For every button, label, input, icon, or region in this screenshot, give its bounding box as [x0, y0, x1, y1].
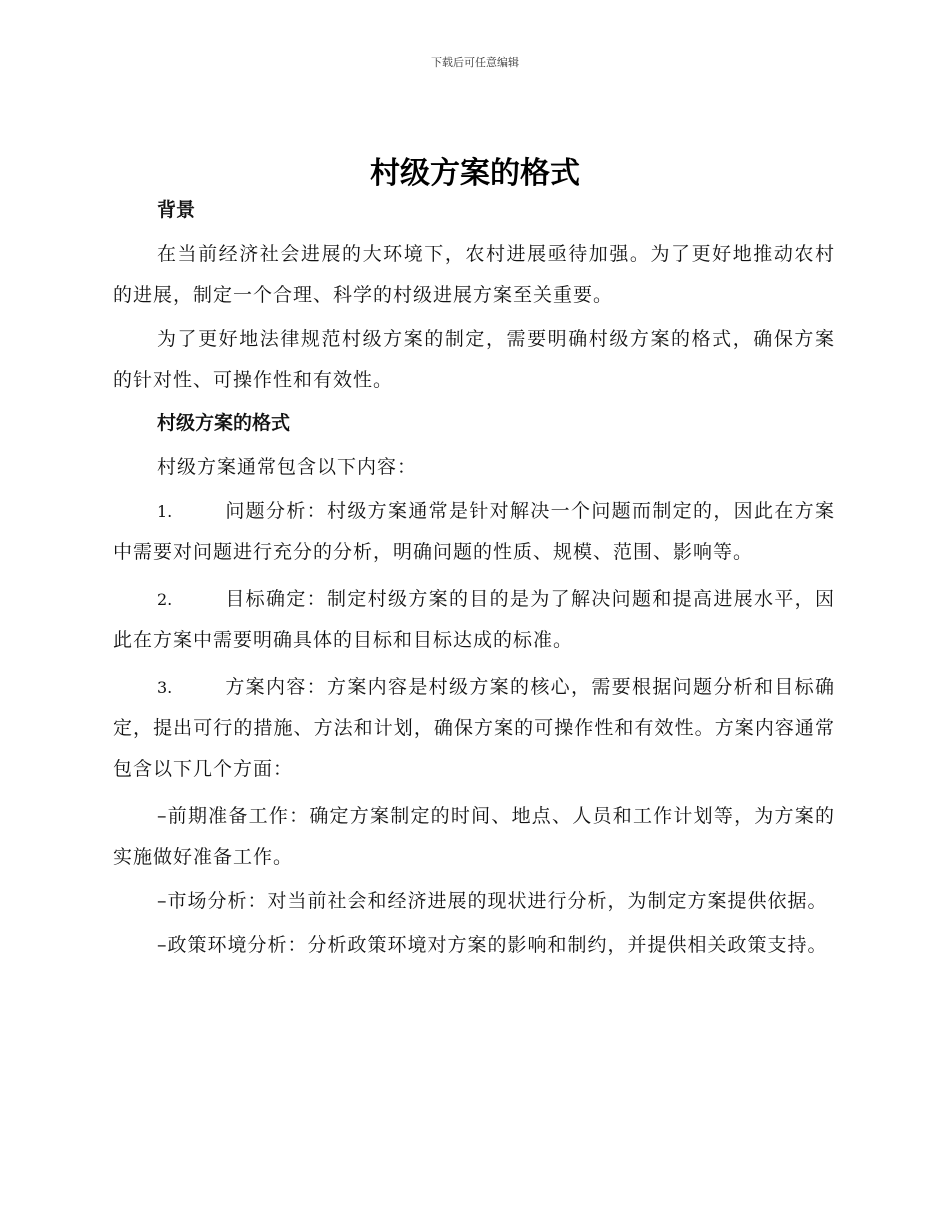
list-item	[113, 667, 835, 790]
list-item-number: 3.	[157, 678, 173, 697]
section-heading-format: 村级方案的格式	[157, 412, 291, 434]
list-item-text: 问题分析：村级方案通常是针对解决一个问题而制定的，因此在方案中需要对问题进行充分的分析，明确问题的性质、规模、范围、影响等。	[113, 500, 835, 563]
list-item	[113, 579, 835, 661]
page-title: 村级方案的格式	[370, 156, 580, 191]
sub-item: –市场分析：对当前社会和经济进展的现状进行分析，为制定方案提供依据。	[157, 890, 828, 912]
document-body	[113, 194, 835, 969]
list-item	[113, 491, 835, 573]
list-item-text: 目标确定：制定村级方案的目的是为了解决问题和提高进展水平，因此在方案中需要明确具体的目标和目标达成的标准。	[113, 588, 835, 651]
sub-item: –政策环境分析：分析政策环境对方案的影响和制约，并提供相关政策支持。	[157, 934, 828, 956]
list-item-text: 方案内容：方案内容是村级方案的核心，需要根据问题分析和目标确定，提出可行的措施、方法和计划，确保方案的可操作性和有效性。方案内容通常包含以下几个方面：	[113, 676, 835, 780]
list-item-number: 2.	[157, 590, 173, 609]
list-item-number: 1.	[157, 502, 173, 521]
section-heading-background: 背景	[157, 199, 196, 221]
paragraph: 为了更好地法律规范村级方案的制定，需要明确村级方案的格式，确保方案的针对性、可操作性和有效性。	[113, 328, 835, 391]
paragraph: 在当前经济社会进展的大环境下，农村进展亟待加强。为了更好地推动农村的进展，制定一个合理、科学的村级进展方案至关重要。	[113, 243, 835, 306]
sub-item: –前期准备工作：确定方案制定的时间、地点、人员和工作计划等，为方案的实施做好准备工作。	[113, 805, 835, 868]
paragraph-intro: 村级方案通常包含以下内容：	[157, 456, 418, 478]
header-note: 下载后可任意编辑	[431, 56, 519, 69]
